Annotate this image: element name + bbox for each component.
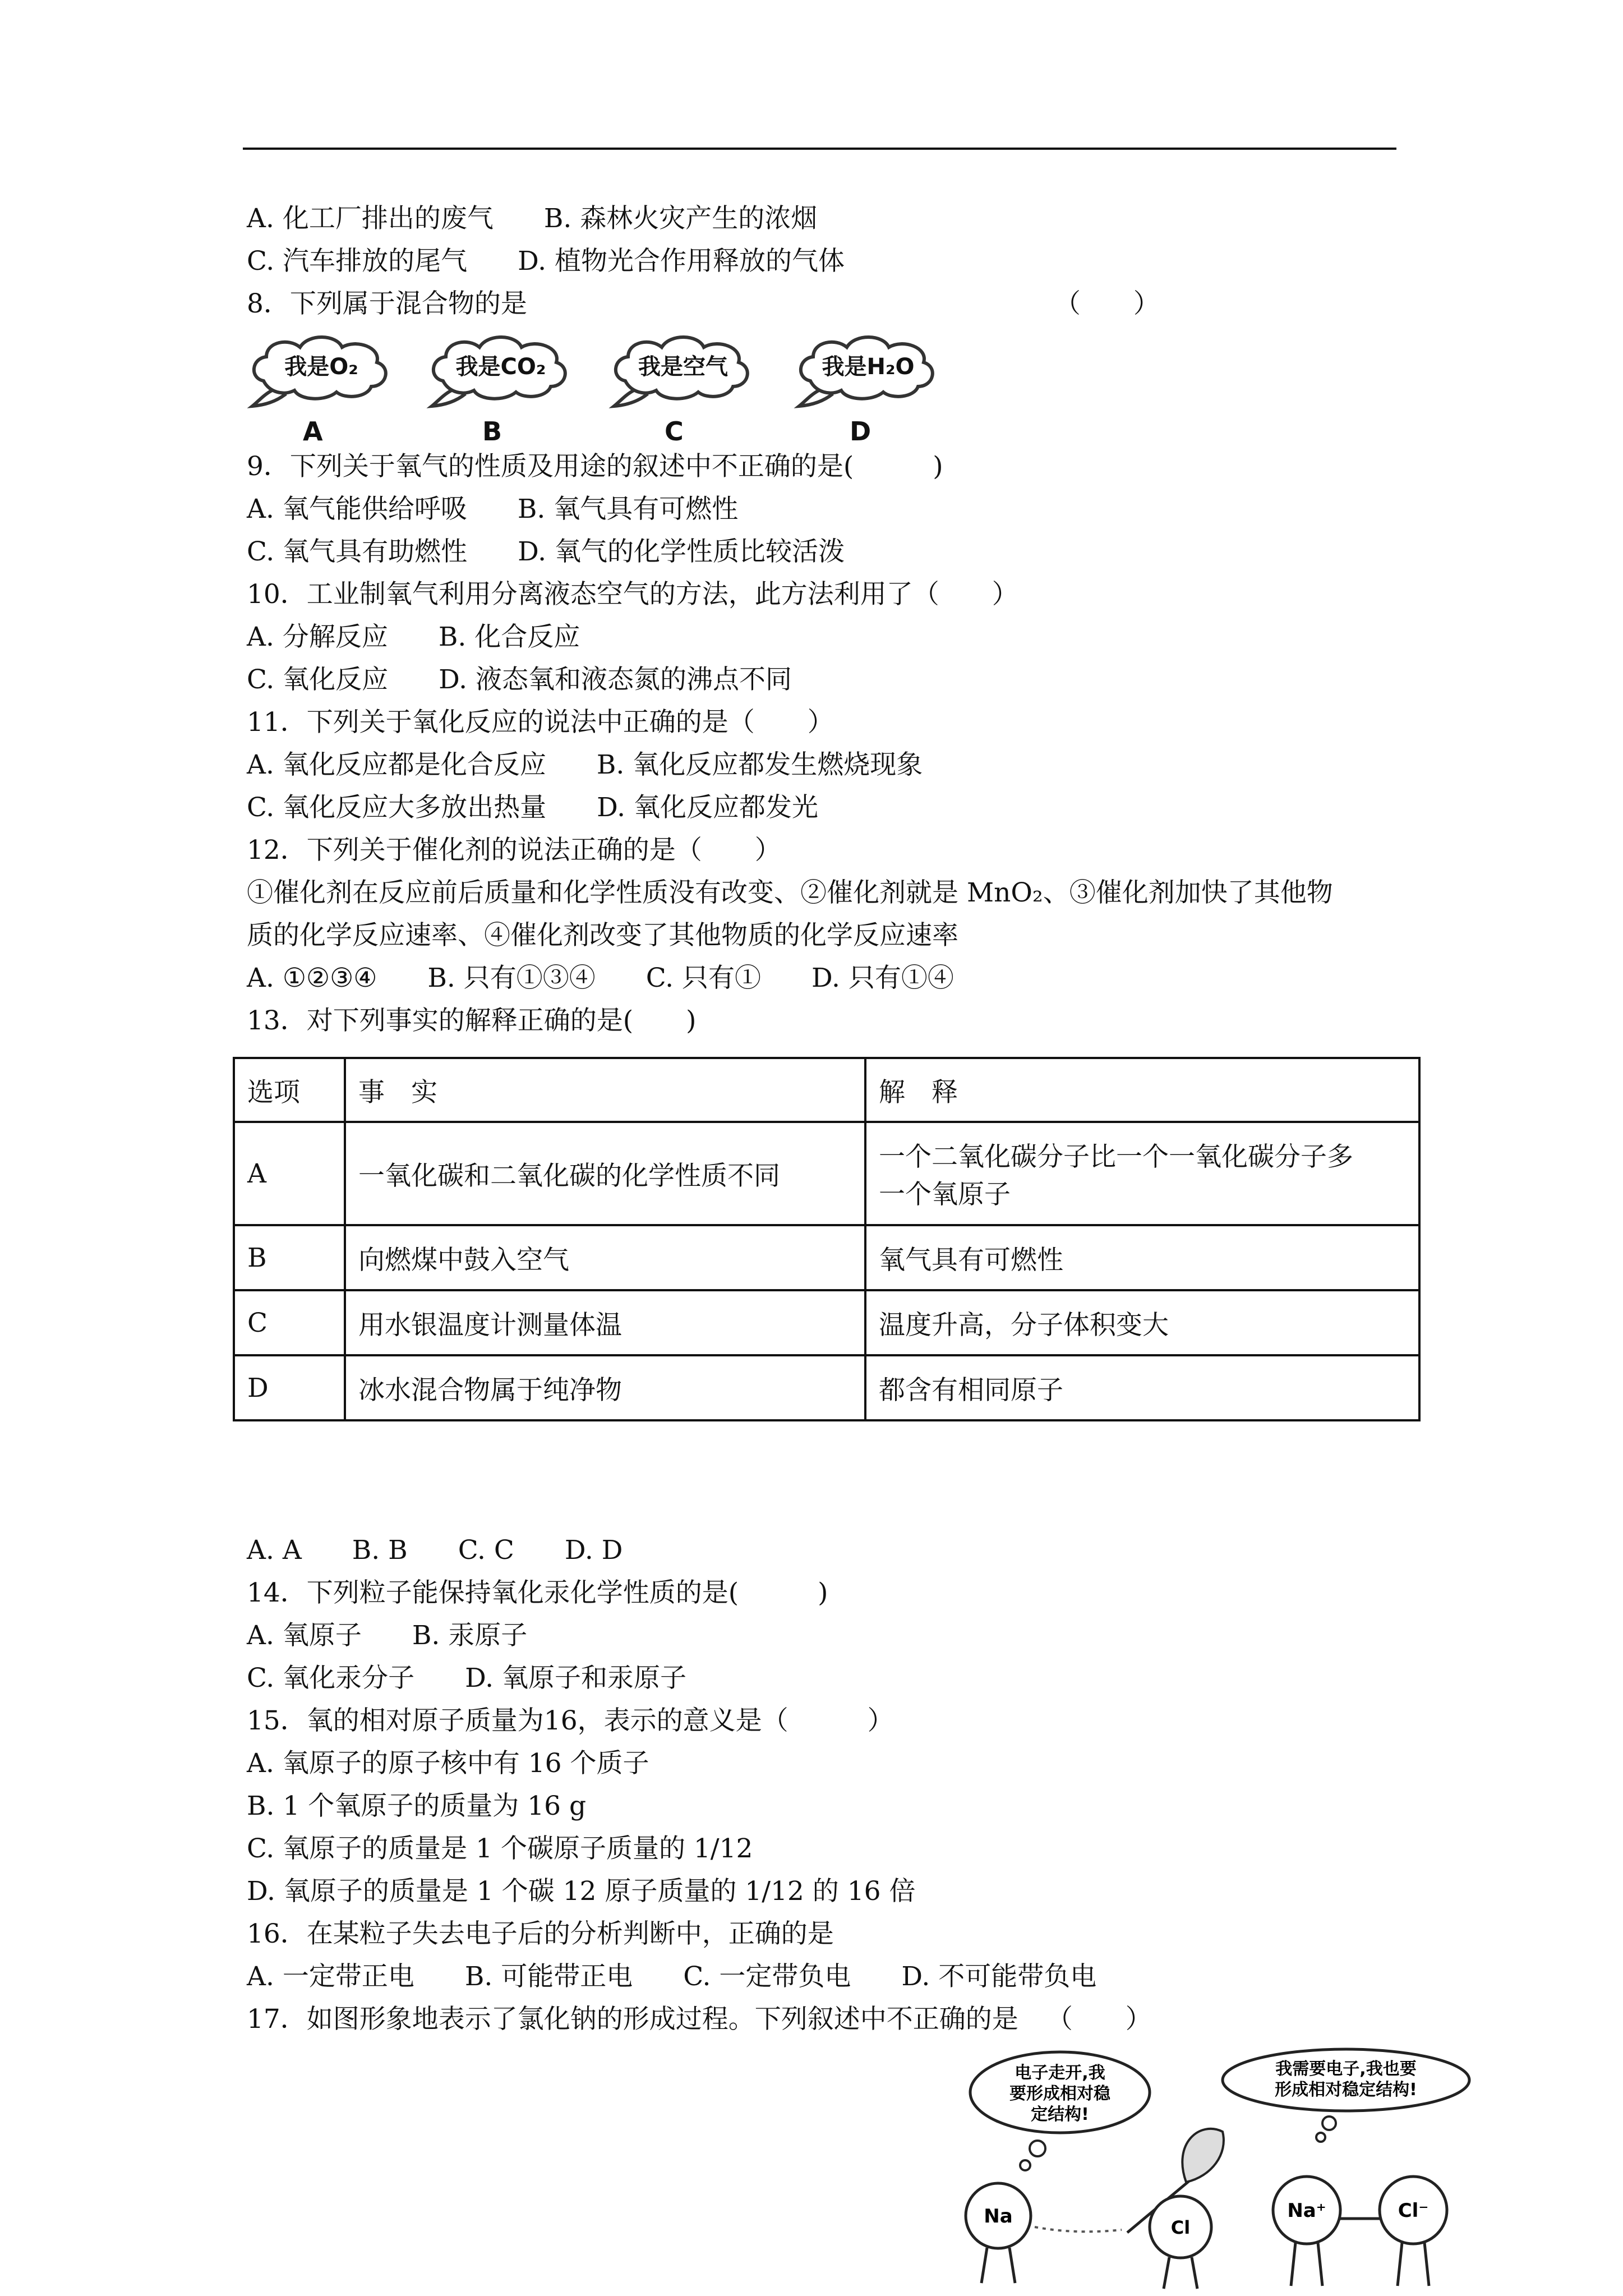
- q8-bubble-c-text: 我是空气: [638, 354, 728, 380]
- q8-bubble-b-label: B: [482, 416, 502, 447]
- q10-option-b[interactable]: B. 化合反应: [438, 622, 580, 652]
- row-c-fact: 用水银温度计测量体温: [345, 1290, 865, 1355]
- q8-bubble-a-text: 我是O₂: [284, 354, 358, 380]
- row-b-explain: 氧气具有可燃性: [865, 1225, 1419, 1290]
- question-page-lower: [247, 1529, 1402, 2041]
- q8-bubble-c[interactable]: [608, 328, 754, 445]
- q11-option-d[interactable]: D. 氧化反应都发光: [597, 792, 819, 823]
- table-header-row: [234, 1058, 1419, 1122]
- table-row: [234, 1290, 1419, 1355]
- q8-bubble-d[interactable]: [794, 328, 939, 445]
- q7-options-row1: [247, 197, 1402, 240]
- q11-option-b[interactable]: B. 氧化反应都发生燃烧现象: [596, 749, 923, 780]
- question-page-upper: [247, 197, 1402, 1042]
- q14-option-c[interactable]: C. 氧化汞分子: [247, 1663, 415, 1694]
- row-d-option: D: [234, 1355, 345, 1420]
- q7-options-row2: [247, 240, 1402, 283]
- q8-bubble-d-label: D: [850, 416, 872, 447]
- q11-option-a[interactable]: A. 氧化反应都是化合反应: [247, 749, 546, 780]
- row-b-option: B: [234, 1225, 345, 1290]
- q8-bubble-a[interactable]: [247, 328, 393, 445]
- q9-option-b[interactable]: B. 氧气具有可燃性: [517, 494, 739, 524]
- bubble-left-line3: 定结构!: [1031, 2105, 1089, 2124]
- q12-body-line2: 质的化学反应速率、④催化剂改变了其他物质的化学反应速率: [247, 920, 958, 951]
- q13-option-c[interactable]: C. C: [458, 1535, 514, 1566]
- na-atom-label: Na: [984, 2205, 1013, 2228]
- q12-option-c[interactable]: C. 只有①: [645, 963, 761, 993]
- q13-stem: 13．对下列事实的解释正确的是( ): [247, 1005, 697, 1036]
- q15-option-d[interactable]: D. 氧原子的质量是 1 个碳 12 原子质量的 1/12 的 16 倍: [247, 1876, 916, 1907]
- cl-ion-label: Cl⁻: [1398, 2200, 1429, 2222]
- sodium-atom-figure: [966, 2183, 1031, 2283]
- chloride-ion-figure: [1380, 2177, 1447, 2286]
- table-row: [234, 1355, 1419, 1420]
- q7-option-a[interactable]: A. 化工厂排出的废气: [247, 203, 494, 234]
- electron-path-icon: [1035, 2227, 1122, 2231]
- q16-options-row: [247, 1955, 1402, 1998]
- q13-options-row: [247, 1529, 1402, 1572]
- q7-option-c[interactable]: C. 汽车排放的尾气: [247, 246, 468, 277]
- q8-answer-paren[interactable]: （ ）: [1054, 288, 1160, 319]
- row-c-option: C: [234, 1290, 345, 1355]
- q11-options-row2: [247, 786, 1402, 829]
- sodium-chloride-cartoon: [959, 2047, 1492, 2294]
- q14-stem: 14．下列粒子能保持氧化汞化学性质的是( ): [247, 1577, 828, 1608]
- q13-option-b[interactable]: B. B: [352, 1535, 408, 1566]
- q17-answer-paren[interactable]: （ ）: [1046, 2004, 1152, 2035]
- q13-option-d[interactable]: D. D: [564, 1535, 623, 1566]
- q14-option-a[interactable]: A. 氧原子: [247, 1620, 362, 1651]
- q11-options-row1: [247, 744, 1402, 786]
- header-option: 选项: [234, 1058, 345, 1122]
- bubble-left-line1: 电子走开,我: [1015, 2063, 1105, 2083]
- q8-bubble-a-label: A: [303, 416, 323, 447]
- q12-option-b[interactable]: B. 只有①③④: [427, 963, 596, 993]
- table-row: [234, 1122, 1419, 1225]
- q7-option-d[interactable]: D. 植物光合作用释放的气体: [518, 246, 845, 277]
- q8-bubble-b[interactable]: [426, 328, 572, 445]
- q12-options-row: [247, 957, 1402, 1000]
- row-d-explain: 都含有相同原子: [865, 1355, 1419, 1420]
- q16-option-c[interactable]: C. 一定带负电: [683, 1961, 851, 1992]
- row-a-option: A: [234, 1122, 345, 1225]
- q16-option-b[interactable]: B. 可能带正电: [464, 1961, 633, 1992]
- header-fact: 事 实: [345, 1058, 865, 1122]
- q10-option-a[interactable]: A. 分解反应: [247, 622, 388, 652]
- q12-option-d[interactable]: D. 只有①④: [811, 963, 954, 993]
- speech-bubble-right: [1223, 2049, 1469, 2142]
- q9-option-a[interactable]: A. 氧气能供给呼吸: [247, 494, 467, 524]
- row-c-explain: 温度升高，分子体积变大: [865, 1290, 1419, 1355]
- q10-option-c[interactable]: C. 氧化反应: [247, 664, 389, 695]
- bubble-right-line2: 形成相对稳定结构!: [1275, 2080, 1417, 2100]
- q11-option-c[interactable]: C. 氧化反应大多放出热量: [247, 792, 547, 823]
- q17-stem: 17．如图形象地表示了氯化钠的形成过程。下列叙述中不正确的是: [247, 2004, 1018, 2035]
- q11-stem: 11．下列关于氧化反应的说法中正确的是（ ）: [247, 707, 834, 738]
- q10-options-row2: [247, 659, 1402, 701]
- q9-option-d[interactable]: D. 氧气的化学性质比较活泼: [518, 536, 845, 567]
- q14-option-b[interactable]: B. 汞原子: [412, 1620, 528, 1651]
- header-rule: [243, 148, 1396, 150]
- na-ion-label: Na⁺: [1287, 2200, 1326, 2222]
- q9-stem: 9．下列关于氧气的性质及用途的叙述中不正确的是( ): [247, 451, 943, 482]
- q10-option-d[interactable]: D. 液态氧和液态氮的沸点不同: [439, 664, 792, 695]
- q8-bubble-figure: [247, 328, 1402, 445]
- row-a-explain: [865, 1122, 1419, 1225]
- q12-body-line1: ①催化剂在反应前后质量和化学性质没有改变、②催化剂就是 MnO₂、③催化剂加快了其他物: [247, 877, 1333, 908]
- bubble-right-line1: 我需要电子,我也要: [1275, 2059, 1417, 2079]
- q16-stem: 16．在某粒子失去电子后的分析判断中，正确的是: [247, 1918, 834, 1949]
- q9-option-c[interactable]: C. 氧气具有助燃性: [247, 536, 468, 567]
- cl-atom-label: Cl: [1170, 2217, 1191, 2238]
- q8-bubble-c-label: C: [665, 416, 684, 447]
- bubble-left-line2: 要形成相对稳: [1009, 2084, 1110, 2104]
- q9-options-row2: [247, 531, 1402, 573]
- q9-options-row1: [247, 488, 1402, 531]
- q13-fact-table: [233, 1057, 1421, 1421]
- row-b-fact: 向燃煤中鼓入空气: [345, 1225, 865, 1290]
- row-d-fact: 冰水混合物属于纯净物: [345, 1355, 865, 1420]
- row-a-explain-line1: 一个二氧化碳分子比一个一氧化碳分子多: [879, 1142, 1353, 1172]
- chlorine-atom-figure: [1150, 2196, 1211, 2289]
- q17-stem-row: [247, 1998, 1402, 2041]
- q10-stem: 10．工业制氧气利用分离液态空气的方法，此方法利用了（ ）: [247, 579, 1018, 610]
- sodium-ion-figure: [1273, 2177, 1340, 2286]
- q8-stem: 8．下列属于混合物的是: [247, 288, 527, 319]
- row-a-fact: 一氧化碳和二氧化碳的化学性质不同: [345, 1122, 865, 1225]
- q15-option-b[interactable]: B. 1 个氧原子的质量为 16 g: [247, 1791, 587, 1821]
- q15-option-c[interactable]: C. 氧原子的质量是 1 个碳原子质量的 1/12: [247, 1833, 753, 1864]
- q10-options-row1: [247, 616, 1402, 659]
- q15-option-a[interactable]: A. 氧原子的原子核中有 16 个质子: [247, 1748, 649, 1779]
- row-a-explain-line2: 一个氧原子: [879, 1179, 1011, 1210]
- speech-bubble-left: [970, 2052, 1150, 2170]
- q16-option-a[interactable]: A. 一定带正电: [247, 1961, 414, 1992]
- q13-option-a[interactable]: A. A: [247, 1535, 302, 1566]
- q8-bubble-d-text: 我是H₂O: [822, 354, 915, 380]
- header-explain: 解 释: [865, 1058, 1419, 1122]
- q16-option-d[interactable]: D. 不可能带负电: [901, 1961, 1097, 1992]
- q14-options-row2: [247, 1657, 1402, 1700]
- q15-stem: 15．氧的相对原子质量为16，表示的意义是（ ）: [247, 1705, 894, 1736]
- q14-option-d[interactable]: D. 氧原子和汞原子: [465, 1663, 687, 1694]
- q7-option-b[interactable]: B. 森林火灾产生的浓烟: [543, 203, 818, 234]
- q14-options-row1: [247, 1614, 1402, 1657]
- q12-option-a[interactable]: A. ①②③④: [247, 963, 377, 993]
- q8-bubble-b-text: 我是CO₂: [455, 354, 546, 380]
- q8-stem-row: [247, 283, 1402, 325]
- q12-stem: 12．下列关于催化剂的说法正确的是（ ）: [247, 835, 781, 866]
- table-row: [234, 1225, 1419, 1290]
